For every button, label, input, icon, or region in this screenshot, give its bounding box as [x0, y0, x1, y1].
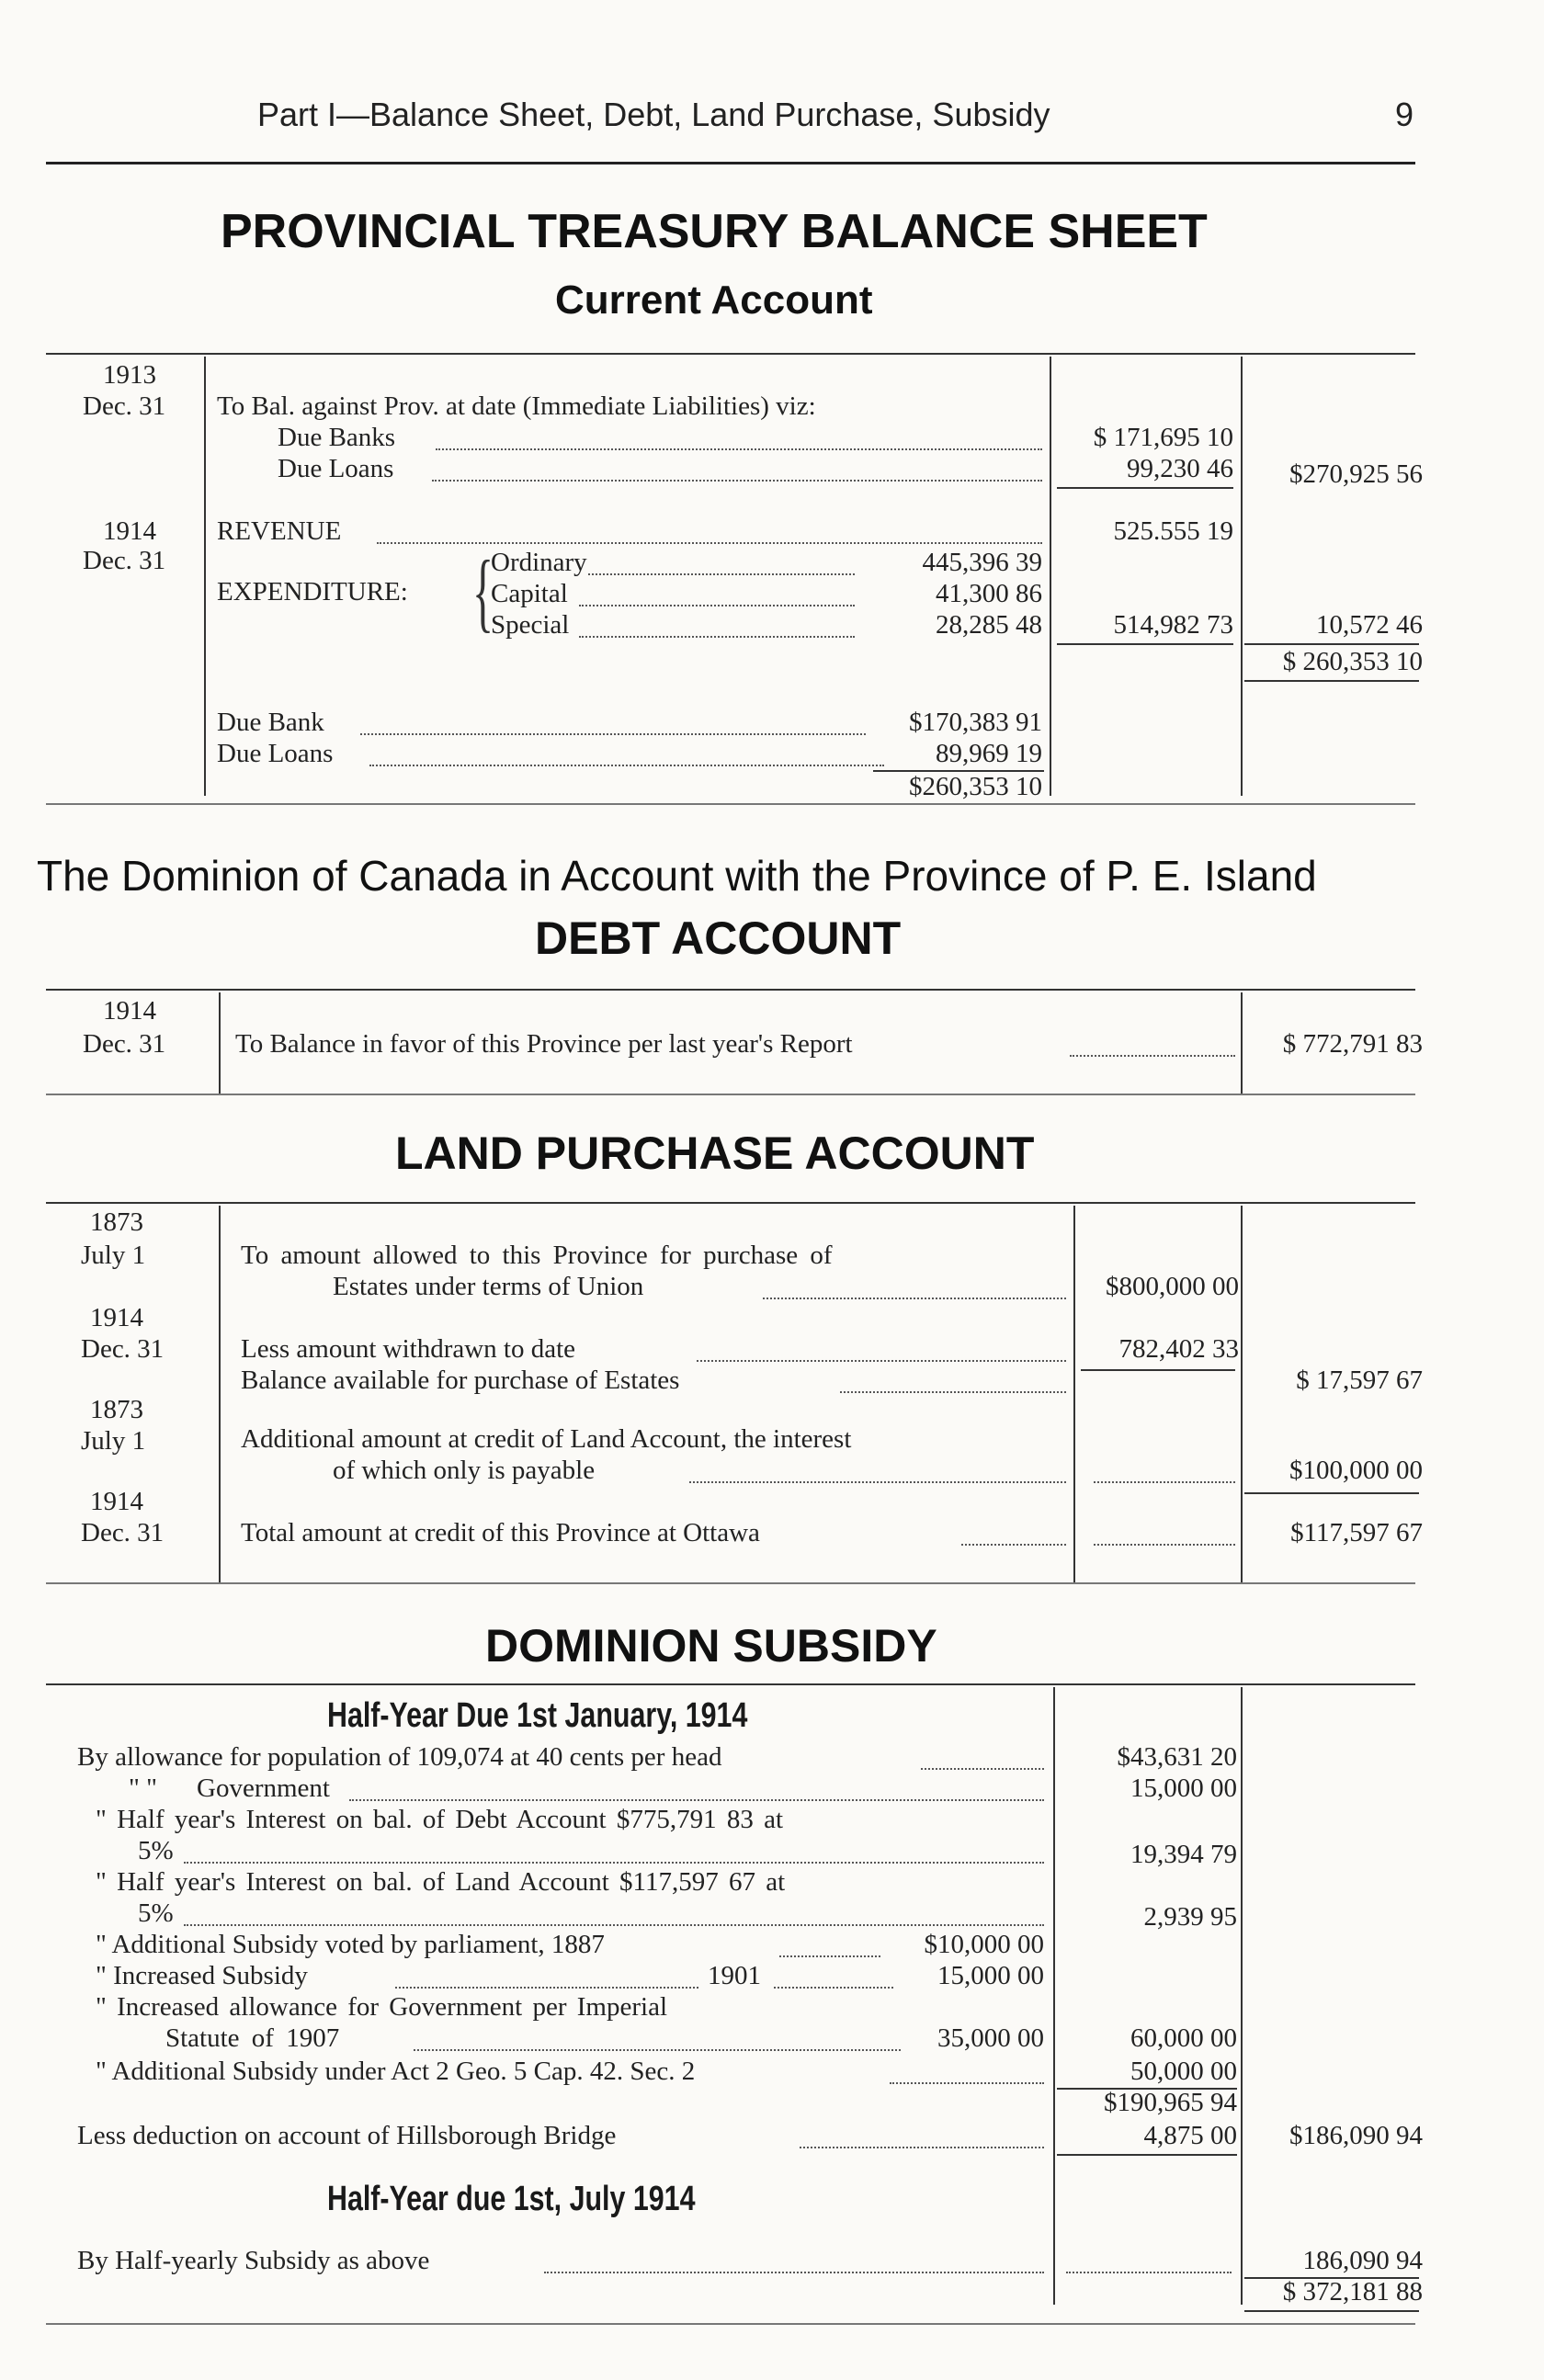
leader-dots — [1066, 2272, 1232, 2273]
leader-dots — [1094, 1544, 1235, 1546]
date-year: 1914 — [103, 516, 156, 546]
grand-total: $ 372,181 88 — [1282, 2277, 1423, 2306]
land-amount: $ 17,597 67 — [1296, 1366, 1423, 1395]
leader-dots — [763, 1298, 1066, 1299]
column-rule — [1241, 1687, 1243, 2305]
subsidy-title: DOMINION SUBSIDY — [485, 1620, 937, 1672]
subsidy-line: By allowance for population of 109,074 at 40 cents per head — [77, 1742, 722, 1772]
expenditure-label: EXPENDITURE: — [217, 577, 408, 606]
debt-text: To Balance in favor of this Province per last year's Report — [235, 1029, 853, 1059]
subsidy-amount: $43,631 20 — [1117, 1742, 1237, 1772]
subsidy-line: By Half-yearly Subsidy as above — [77, 2246, 430, 2275]
date-day: Dec. 31 — [81, 1334, 165, 1364]
debt-amount: $ 772,791 83 — [1282, 1029, 1423, 1059]
due-banks-amount: $ 171,695 10 — [1093, 423, 1233, 452]
subsidy-subtotal: $190,965 94 — [1104, 2088, 1237, 2117]
sum-rule — [1057, 487, 1233, 489]
due-banks-label: Due Banks — [278, 423, 396, 452]
subsidy-line: 5% — [138, 1836, 174, 1865]
date-year: 1913 — [103, 360, 156, 390]
sum-rule — [1244, 680, 1419, 682]
sum-rule — [1057, 643, 1233, 645]
column-rule — [1241, 992, 1243, 1094]
column-rule — [219, 1206, 221, 1582]
sum-rule — [1081, 1369, 1235, 1371]
section-rule — [46, 803, 1415, 805]
leader-dots — [184, 1862, 1044, 1864]
subsidy-line: Statute of 1907 — [165, 2023, 340, 2053]
column-rule — [204, 357, 206, 796]
half-year-heading: Half-Year due 1st, July 1914 — [327, 2180, 696, 2218]
net-total: $ 260,353 10 — [1282, 647, 1423, 676]
ordinary-label: Ordinary — [491, 548, 587, 577]
expenditure-total: 514,982 73 — [1113, 610, 1233, 640]
ditto-marks: " " — [129, 1774, 157, 1803]
special-label: Special — [491, 610, 570, 640]
leader-dots — [579, 605, 855, 606]
subsidy-line: " Additional Subsidy under Act 2 Geo. 5 Cap. 42. Sec. 2 — [96, 2057, 696, 2086]
subsidy-amount: 35,000 00 — [937, 2023, 1044, 2053]
debt-heading: The Dominion of Canada in Account with the Province of P. E. Island — [37, 852, 1317, 900]
date-year: 1873 — [90, 1207, 143, 1237]
balance-title: PROVINCIAL TREASURY BALANCE SHEET — [221, 205, 1208, 258]
land-amount: $800,000 00 — [1106, 1272, 1239, 1301]
date-day: July 1 — [81, 1426, 146, 1456]
leader-dots — [395, 1987, 698, 1989]
sum-rule — [1244, 1492, 1419, 1494]
leader-dots — [1070, 1055, 1235, 1057]
subsidy-line: Government — [197, 1774, 330, 1803]
leader-dots — [588, 573, 855, 575]
column-rule — [1073, 1206, 1075, 1582]
leader-dots — [544, 2272, 1044, 2273]
page-number: 9 — [1395, 96, 1414, 133]
leader-dots — [774, 1987, 893, 1989]
date-day: July 1 — [81, 1241, 146, 1270]
sum-total: $260,353 10 — [909, 772, 1042, 801]
land-row-text: Additional amount at credit of Land Account, the interest — [241, 1424, 852, 1454]
subsidy-line: Less deduction on account of Hillsborough Bridge — [77, 2121, 617, 2150]
column-rule — [1050, 357, 1051, 796]
subsidy-amount: 19,394 79 — [1130, 1840, 1237, 1869]
land-amount: $117,597 67 — [1290, 1518, 1423, 1547]
leader-dots — [800, 2147, 1044, 2148]
half-year-heading: Half-Year Due 1st January, 1914 — [327, 1696, 748, 1735]
subsidy-amount: 186,090 94 — [1302, 2246, 1423, 2275]
leader-dots — [689, 1481, 1066, 1483]
leader-dots — [697, 1360, 1066, 1362]
subsidy-amount: 4,875 00 — [1143, 2121, 1237, 2150]
subsidy-line: " Half year's Interest on bal. of Debt Account $775,791 83 at — [96, 1805, 784, 1834]
date-day: Dec. 31 — [83, 546, 166, 575]
land-row-text: Less amount withdrawn to date — [241, 1334, 576, 1364]
subsidy-line: " Additional Subsidy voted by parliament, 1887 — [96, 1930, 605, 1959]
subsidy-amount: 50,000 00 — [1130, 2057, 1237, 2086]
sum-rule — [1244, 2310, 1419, 2312]
subsidy-amount: $10,000 00 — [924, 1930, 1044, 1959]
subsidy-amount: 2,939 95 — [1143, 1902, 1237, 1932]
subsidy-line: " Half year's Interest on bal. of Land Account $117,597 67 at — [96, 1867, 786, 1897]
land-row-text: Balance available for purchase of Estates — [241, 1366, 680, 1395]
date-day: Dec. 31 — [81, 1518, 165, 1547]
balance-top-rule — [46, 353, 1415, 355]
date-year: 1914 — [90, 1487, 143, 1516]
land-amount: 782,402 33 — [1118, 1334, 1239, 1364]
subsidy-line: 5% — [138, 1898, 174, 1928]
due-loans-amount: 89,969 19 — [936, 739, 1042, 768]
revenue-label: REVENUE — [217, 516, 342, 546]
land-row-text: Estates under terms of Union — [333, 1272, 644, 1301]
leader-dots — [432, 480, 1042, 482]
debt-top-rule — [46, 989, 1415, 991]
leader-dots — [890, 2082, 1044, 2084]
section-rule — [46, 1582, 1415, 1584]
header-rule — [46, 162, 1415, 164]
leader-dots — [184, 1924, 1044, 1926]
column-rule — [1241, 1206, 1243, 1582]
leader-dots — [349, 1799, 1044, 1801]
subsidy-line: " Increased allowance for Government per Imperial — [96, 1992, 667, 2022]
date-year: 1914 — [103, 996, 156, 1026]
leader-dots — [1094, 1481, 1235, 1483]
land-top-rule — [46, 1202, 1415, 1204]
leader-dots — [961, 1544, 1066, 1546]
subsidy-amount: 15,000 00 — [1130, 1774, 1237, 1803]
date-year: 1873 — [90, 1395, 143, 1424]
debt-title: DEBT ACCOUNT — [535, 912, 902, 964]
due-loans-amount: 99,230 46 — [1127, 454, 1233, 483]
due-loans-label: Due Loans — [278, 454, 394, 483]
subsidy-line: " Increased Subsidy — [96, 1961, 308, 1990]
date-day: Dec. 31 — [83, 1029, 166, 1059]
land-amount: $100,000 00 — [1289, 1456, 1423, 1485]
capital-amount: 41,300 86 — [936, 579, 1042, 608]
subsidy-amount: 60,000 00 — [1130, 2023, 1237, 2053]
section-rule — [46, 2323, 1415, 2325]
subsidy-top-rule — [46, 1683, 1415, 1685]
to-balance-text: To Bal. against Prov. at date (Immediate Liabilities) viz: — [217, 391, 816, 421]
leader-dots — [921, 1768, 1044, 1770]
land-row-text: To amount allowed to this Province for purchase of — [241, 1241, 833, 1270]
surplus-amount: 10,572 46 — [1316, 610, 1423, 640]
column-rule — [1241, 357, 1243, 796]
balance-subtitle: Current Account — [555, 278, 873, 323]
leader-dots — [369, 765, 884, 766]
date-day: Dec. 31 — [83, 391, 166, 421]
date-year: 1914 — [90, 1303, 143, 1332]
due-bank-label: Due Bank — [217, 708, 324, 737]
sum-rule — [1057, 2154, 1237, 2156]
land-row-text: Total amount at credit of this Province at Ottawa — [241, 1518, 760, 1547]
land-row-text: of which only is payable — [333, 1456, 596, 1485]
due-bank-amount: $170,383 91 — [909, 708, 1042, 737]
leader-dots — [436, 448, 1042, 450]
half-year-total: $186,090 94 — [1289, 2121, 1423, 2150]
revenue-amount: 525.555 19 — [1113, 516, 1233, 546]
due-loans-label: Due Loans — [217, 739, 334, 768]
sum-rule — [1244, 643, 1419, 645]
subsidy-amount: 15,000 00 — [937, 1961, 1044, 1990]
column-rule — [1053, 1687, 1055, 2305]
column-rule — [219, 992, 221, 1094]
leader-dots — [579, 636, 855, 638]
ordinary-amount: 445,396 39 — [922, 548, 1042, 577]
special-amount: 28,285 48 — [936, 610, 1042, 640]
leader-dots — [360, 733, 866, 735]
land-title: LAND PURCHASE ACCOUNT — [395, 1128, 1035, 1179]
leader-dots — [840, 1391, 1066, 1393]
liabilities-total: $270,925 56 — [1289, 459, 1423, 489]
capital-label: Capital — [491, 579, 568, 608]
running-title: Part I—Balance Sheet, Debt, Land Purchase, Subsidy — [257, 96, 1050, 133]
subsidy-year: 1901 — [708, 1961, 761, 1990]
brace-icon: { — [472, 542, 494, 640]
section-rule — [46, 1094, 1415, 1095]
leader-dots — [779, 1955, 880, 1957]
leader-dots — [414, 2049, 901, 2051]
